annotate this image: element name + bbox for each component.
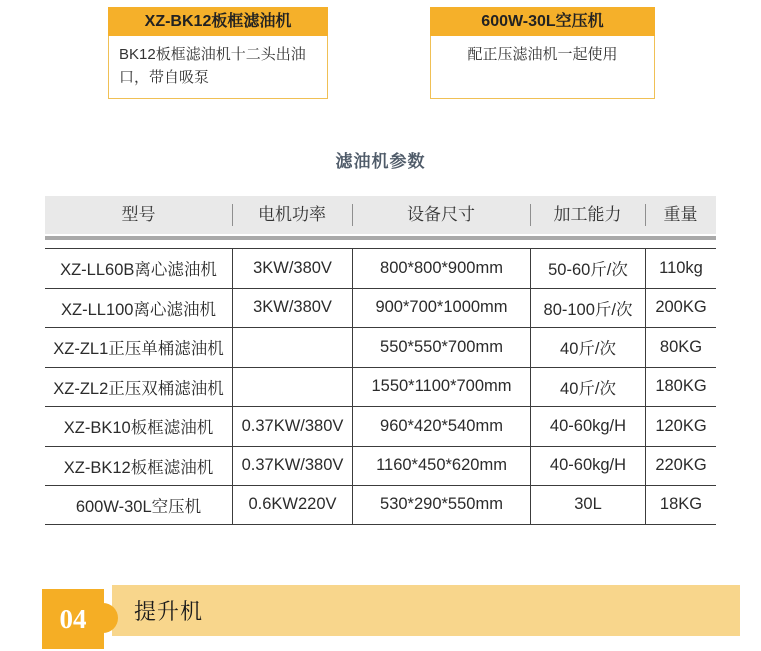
table-cell: XZ-ZL1正压单桶滤油机: [53, 340, 224, 359]
product-card-description: BK12板框滤油机十二头出油口，带自吸泵: [108, 36, 328, 99]
table-cell: 1160*450*620mm: [352, 447, 530, 486]
table-cell: 80-100斤/次: [530, 289, 645, 328]
table-cell: XZ-BK12板框滤油机: [63, 458, 214, 477]
table-cell: 200KG: [645, 289, 716, 328]
table-header-row: [45, 196, 716, 234]
product-card-compressor: [430, 7, 655, 99]
table-row: [45, 446, 716, 486]
table-header-weight: 重量: [645, 196, 716, 234]
product-card-title: XZ-BK12板框滤油机: [108, 7, 328, 36]
table-header-dimensions: 设备尺寸: [352, 196, 530, 234]
table-cell: 30L: [530, 486, 645, 524]
spec-table: [45, 196, 716, 525]
table-body: [45, 248, 716, 525]
table-cell: XZ-ZL2正压双桶滤油机: [53, 379, 224, 398]
table-row: [45, 327, 716, 367]
table-cell: 960*420*540mm: [352, 407, 530, 446]
table-row: [45, 288, 716, 328]
table-cell: 550*550*700mm: [352, 328, 530, 367]
table-cell: XZ-BK10板框滤油机: [63, 419, 214, 438]
table-cell: 3KW/380V: [232, 289, 352, 328]
table-cell: 40-60kg/H: [530, 407, 645, 446]
table-title: 滤油机参数: [335, 152, 426, 171]
table-cell: [232, 368, 352, 407]
table-cell: 40斤/次: [530, 368, 645, 407]
table-cell: 0.37KW/380V: [232, 407, 352, 446]
table-row: [45, 406, 716, 446]
table-header-capacity: 加工能力: [530, 196, 645, 234]
table-cell: 50-60斤/次: [530, 249, 645, 288]
table-cell: 40斤/次: [530, 328, 645, 367]
table-cell: 600W-30L空压机: [75, 497, 202, 516]
table-row: [45, 367, 716, 407]
table-cell: 220KG: [645, 447, 716, 486]
table-row: [45, 485, 716, 525]
table-cell: 3KW/380V: [232, 249, 352, 288]
table-cell: 120KG: [645, 407, 716, 446]
product-card-bk12: [108, 7, 328, 99]
table-cell: 18KG: [645, 486, 716, 524]
table-cell: 900*700*1000mm: [352, 289, 530, 328]
table-cell: [232, 328, 352, 367]
product-card-description: 配正压滤油机一起使用: [430, 36, 655, 99]
table-cell: 180KG: [645, 368, 716, 407]
table-cell: XZ-LL100离心滤油机: [61, 300, 216, 319]
table-cell: 0.37KW/380V: [232, 447, 352, 486]
table-row: [45, 248, 716, 288]
table-cell: 0.6KW220V: [232, 486, 352, 524]
product-card-title: 600W-30L空压机: [430, 7, 655, 36]
table-cell: 1550*1100*700mm: [352, 368, 530, 407]
table-header-divider-bar: [45, 236, 716, 240]
section-number: 04: [59, 603, 87, 634]
section-number-box: [42, 589, 104, 649]
section-banner: [112, 585, 740, 636]
section-banner-label: 提升机: [134, 599, 204, 624]
table-cell: 40-60kg/H: [530, 447, 645, 486]
table-cell: XZ-LL60B离心滤油机: [60, 261, 217, 280]
table-cell: 110kg: [645, 249, 716, 288]
table-cell: 800*800*900mm: [352, 249, 530, 288]
table-cell: 80KG: [645, 328, 716, 367]
table-cell: 530*290*550mm: [352, 486, 530, 524]
table-header-model: 型号: [121, 205, 156, 224]
table-header-motor-power: 电机功率: [232, 196, 352, 234]
